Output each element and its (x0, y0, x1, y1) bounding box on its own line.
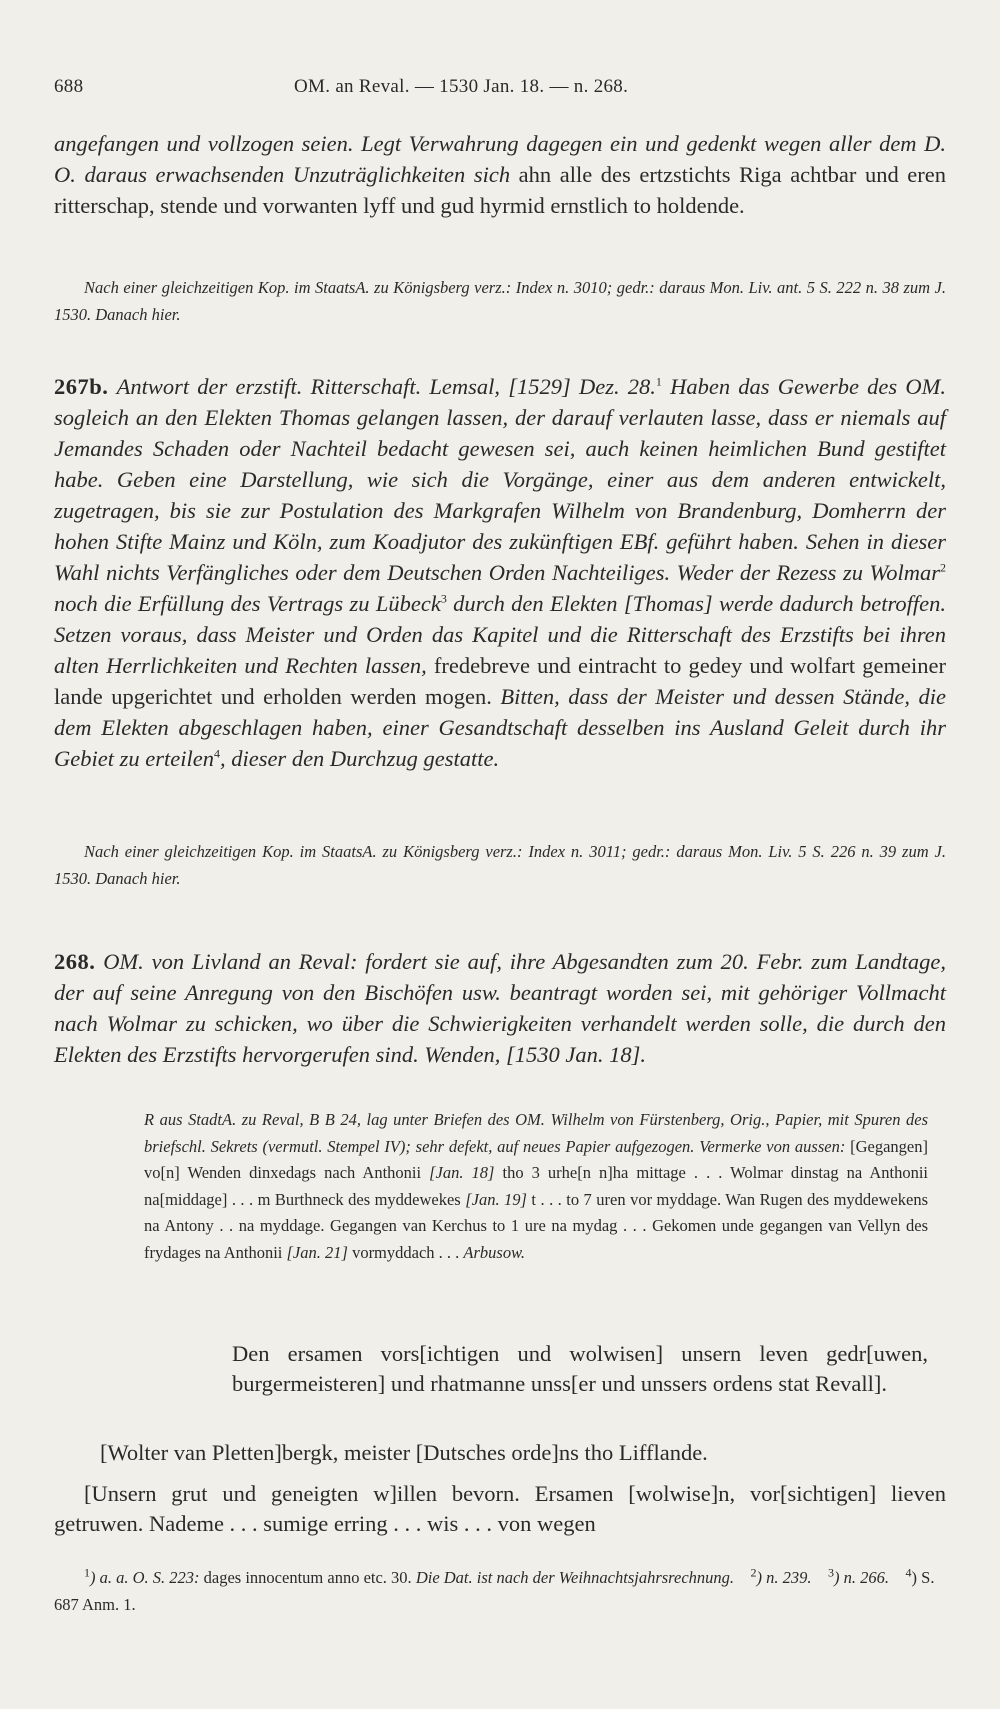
note-text: vormyddach . . . (347, 1242, 464, 1262)
running-title: OM. an Reval. — 1530 Jan. 18. — n. 268. (294, 76, 629, 97)
entry-268 (54, 946, 946, 1070)
entry-text: noch die Erfüllung des Vertrags zu Lübeck (54, 591, 441, 616)
footnotes (54, 1564, 946, 1618)
footnote-ref: 3 (440, 591, 447, 606)
entry-number: 267b. (54, 374, 109, 399)
letter-sender (100, 1438, 928, 1468)
footnote-text: ) S. 687 Anm. 1. (54, 1568, 935, 1614)
entry-number: 268. (54, 949, 96, 974)
footnote-marker: 2 (750, 1565, 757, 1580)
paragraph-continuation (54, 128, 946, 221)
footnote-text: ) n. 239. (756, 1568, 812, 1587)
note-date: [Jan. 18] (429, 1163, 495, 1182)
entry-text: Bitten, dass der Meister und dessen Stände, die dem Elekten abgeschlagen haben, einer Gesandtschaft desselben ins Ausland Geleit durch ihr Gebiet zu erteilen (54, 684, 946, 771)
archival-note (144, 1107, 928, 1266)
letter-address (232, 1339, 928, 1399)
letter-body (54, 1479, 946, 1539)
entry-text: Haben das Gewerbe des OM. sogleich an den Elekten Thomas gelangen lassen, der darauf verlauten lasse, dass er niemals auf Jemandes Schaden oder Nachteil bedacht gewesen sei, auch keinen heimlichen Bund gestiftet habe. Geben eine Darstellung, wie sich die Vorgänge, einer aus dem anderen entwickelt, zugetragen, bis sie zur Postulation des Markgrafen Wilhelm von Brandenburg, Domherrn der hohen Stifte Mainz und Köln, zum Koadjutor des zukünftigen EBf. geführt haben. Sehen in dieser Wahl nichts Verfängliches oder dem Deutschen Orden Nachteiliges. Weder der Rezess zu Wolmar (54, 374, 946, 585)
footnote-ref: 4 (213, 746, 220, 761)
footnote-ref: 2 (940, 560, 946, 575)
note-editor: Arbusow. (463, 1242, 525, 1262)
address-text: Den ersamen vors[ichtigen und wolwisen] unsern leven gedr[uwen, burgermeisteren] und rhatmanne unss[er und unssers ordens stat Revall]. (232, 1341, 928, 1396)
note-text: tho 3 urhe[n n]ha mittage . . . Wolmar dinstag na Anthonii na[middage] . . . m Burthneck des myddewekes (144, 1163, 928, 1209)
footnote-ref: 1 (655, 374, 662, 389)
note-text: R aus StadtA. zu Reval, B B 24, lag unter Briefen des OM. Wilhelm von Fürstenberg, Orig., Papier, mit Spuren des briefschl. Sekrets (vermutl. Stempel IV); sehr defekt, auf neues Papier aufgezogen. Vermerke von aussen: (144, 1110, 928, 1156)
footnote-marker: 3 (828, 1565, 835, 1580)
entry-267b (54, 371, 946, 774)
note-date: [Jan. 19] (465, 1189, 527, 1209)
letter-body-text: [Unsern grut und geneigten w]illen bevorn. Ersamen [wolwise]n, vor[sichtigen] lieven getruwen. Nademe . . . sumige erring . . . wis . . . von wegen (54, 1481, 946, 1536)
note-text: t . . . to 7 uren vor myddage. Wan Rugen des myddewekens na Antony . . na myddage. Gegangen van Kerchus to 1 ure na mydag . . . Gekomen unde gegangen van Vellyn des frydages na Anthonii (144, 1189, 928, 1262)
source-note-text: Nach einer gleichzeitigen Kop. im StaatsA. zu Königsberg verz.: Index n. 3010; gedr.: daraus Mon. Liv. ant. 5 S. 222 n. 38 zum J. 1530. Danach hier. (54, 278, 946, 324)
footnote-text: Die Dat. ist nach der Weihnachtsjahrsrechnung. (415, 1568, 735, 1587)
entry-title: OM. von Livland an Reval: fordert sie auf, ihre Abgesandten zum 20. Febr. zum Landtage, der auf seine Anregung von den Bischöfen usw. beantragt worden sei, mit gehöriger Vollmacht nach Wolmar zu schicken, wo über die Schwierigkeiten verhandelt werden solle, die durch den Elekten des Erzstifts hervorgerufen sind. Wenden, [1530 Jan. 18]. (54, 949, 946, 1067)
sender-text: [Wolter van Pletten]bergk, meister [Dutsches orde]ns tho Lifflande. (100, 1440, 708, 1465)
footnote-text: ) a. a. O. S. 223: (90, 1568, 200, 1587)
footnote-text: dages innocentum anno etc. 30. (199, 1568, 416, 1587)
source-note-267a (54, 274, 946, 328)
source-note-text: Nach einer gleichzeitigen Kop. im StaatsA. zu Königsberg verz.: Index n. 3011; gedr.: daraus Mon. Liv. 5 S. 226 n. 39 zum J. 1530. Danach hier. (54, 842, 946, 888)
paragraph-quote-part: ahn alle des ertzstichts Riga achtbar und eren ritterschap, stende und vorwanten lyff und gud hyrmid ernstlich to holdende. (54, 162, 947, 218)
page-number: 688 (54, 76, 84, 97)
note-text: [Gegangen] vo[n] Wenden dinxedags nach Anthonii (144, 1136, 928, 1182)
entry-quote: fredebreve und eintracht to gedey und wolfart gemeiner lande upgerichtet und erholden werden mogen. (54, 653, 946, 709)
entry-title: Antwort der erzstift. Ritterschaft. Lemsal, [1529] Dez. 28. (116, 374, 656, 399)
paragraph-italic-part: angefangen und vollzogen seien. Legt Verwahrung dagegen ein und gedenkt wegen aller dem D. O. daraus erwachsenden Unzuträglichkeiten sich (54, 131, 946, 187)
footnote-marker: 4 (905, 1565, 912, 1580)
entry-text: , dieser den Durchzug gestatte. (219, 746, 500, 771)
source-note-267b (54, 838, 946, 892)
note-date: [Jan. 21] (286, 1242, 348, 1262)
entry-text: durch den Elekten [Thomas] werde dadurch betroffen. Setzen voraus, dass Meister und Orden das Kapitel und die Ritterschaft des Erzstifts bei ihren alten Herrlichkeiten und Rechten lassen, (54, 591, 946, 678)
footnote-marker: 1 (84, 1565, 90, 1580)
footnote-text: ) n. 266. (834, 1568, 890, 1587)
